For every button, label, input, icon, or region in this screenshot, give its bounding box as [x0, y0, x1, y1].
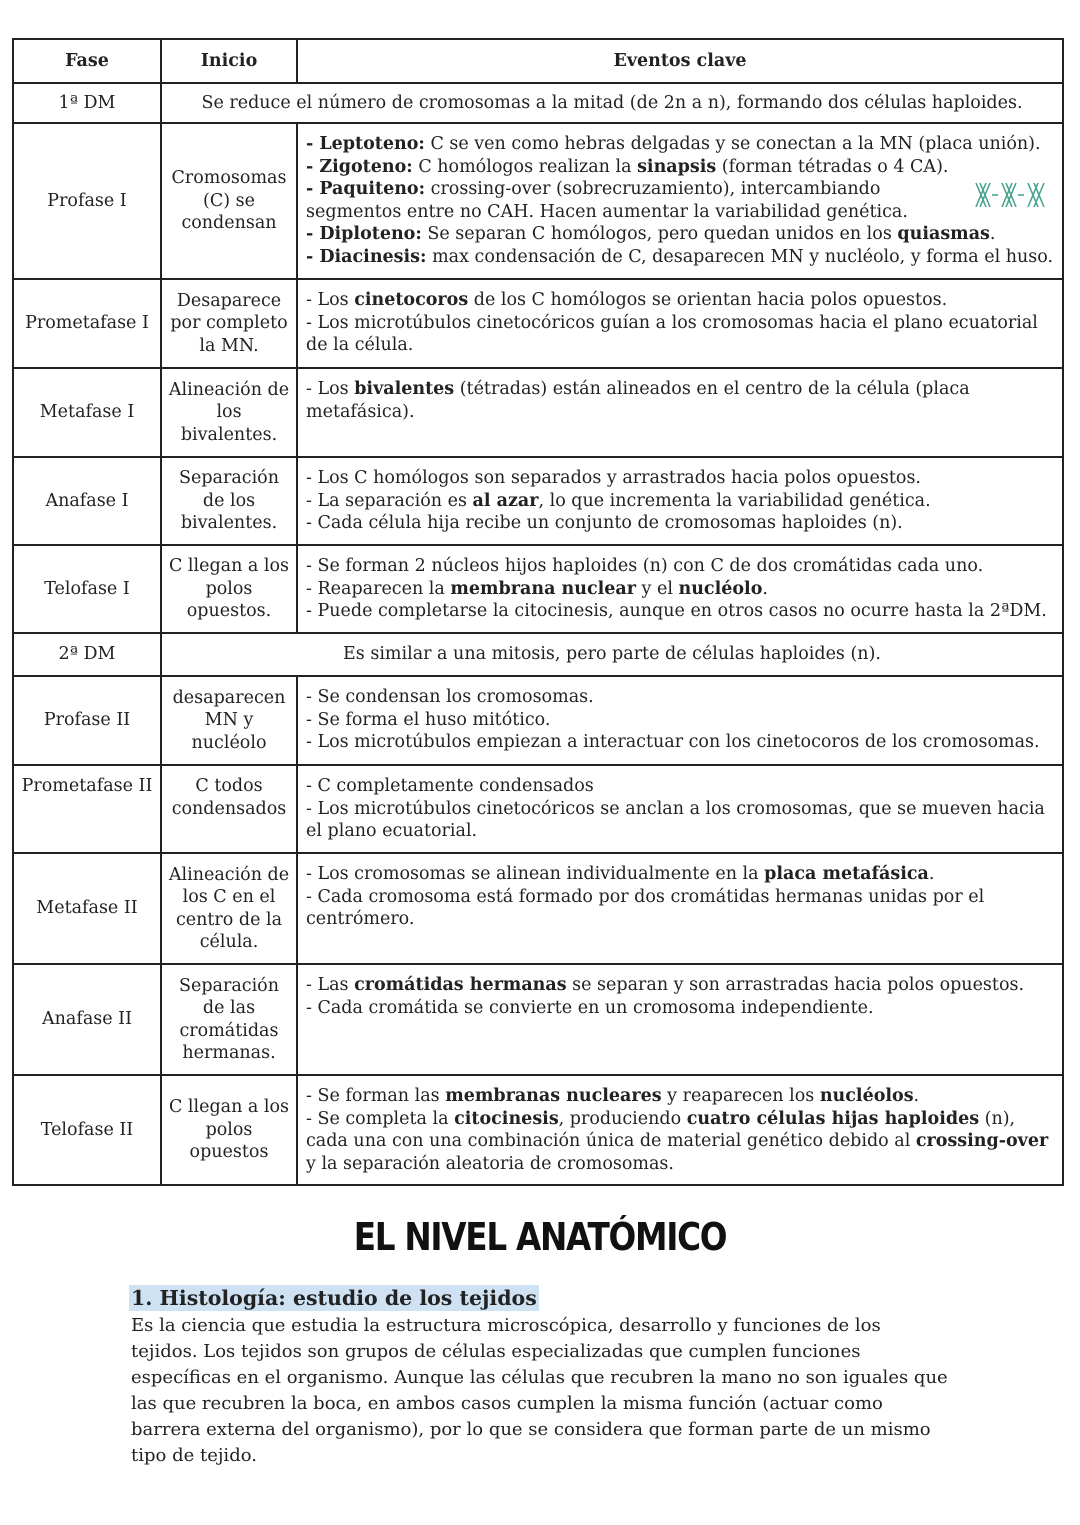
- table-row: [13, 545, 1063, 633]
- phase-start: C llegan a los polos opuestos: [161, 1075, 297, 1185]
- phase-start: desaparecen MN y nucléolo: [161, 676, 297, 765]
- phase-events: - Los bivalentes (tétradas) están alineados en el centro de la célula (placa metafásica).: [297, 368, 1063, 457]
- table-row: [13, 1075, 1063, 1185]
- header-inicio: Inicio: [161, 39, 297, 83]
- phase-start: Cromosomas (C) se condensan: [161, 123, 297, 279]
- table-row: [13, 676, 1063, 765]
- phase-start: Alineación de los C en el centro de la célula.: [161, 853, 297, 964]
- phase-name: Profase I: [13, 123, 161, 279]
- table-row: [13, 123, 1063, 279]
- phase-start: Separación de las cromátidas hermanas.: [161, 964, 297, 1075]
- dm1-description: Se reduce el número de cromosomas a la mitad (de 2n a n), formando dos células haploides.: [161, 83, 1063, 123]
- meiosis-table: [12, 38, 1064, 1186]
- phase-events: - Se forman 2 núcleos hijos haploides (n) con C de dos cromátidas cada uno. - Reaparecen la membrana nuclear y el nucléolo. - Puede completarse la citocinesis, aunque en otros casos no ocurre hasta la 2ªDM.: [297, 545, 1063, 633]
- table-row: [13, 765, 1063, 853]
- phase-name: Telofase II: [13, 1075, 161, 1185]
- histology-paragraph: Es la ciencia que estudia la estructura microscópica, desarrollo y funciones de los tejidos. Los tejidos son grupos de células especializadas que cumplen funciones específicas en el organismo. Aunque las células que recubren la mano no son iguales que las que recubren la boca, en ambos casos cumplen la misma función (actuar como barrera externa del organismo), por lo que se considera que forman parte de un mismo tipo de tejido.: [131, 1315, 948, 1466]
- phase-name: Anafase I: [13, 457, 161, 545]
- phase-events: - Los C homólogos son separados y arrastrados hacia polos opuestos. - La separación es al azar, lo que incrementa la variabilidad genética. - Cada célula hija recibe un conjunto de cromosomas haploides (n).: [297, 457, 1063, 545]
- dm2-row: [13, 633, 1063, 676]
- table-row: [13, 368, 1063, 457]
- dm2-description: Es similar a una mitosis, pero parte de células haploides (n).: [161, 633, 1063, 676]
- phase-name: Profase II: [13, 676, 161, 765]
- phase-events: - Los cromosomas se alinean individualmente en la placa metafásica. - Cada cromosoma está formado por dos cromátidas hermanas unidas por el centrómero.: [297, 853, 1063, 964]
- histology-section: [131, 1285, 951, 1469]
- phase-events: - Las cromátidas hermanas se separan y son arrastradas hacia polos opuestos. - Cada cromátida se convierte en un cromosoma independiente.: [297, 964, 1063, 1075]
- table-row: [13, 279, 1063, 368]
- phase-start: Separación de los bivalentes.: [161, 457, 297, 545]
- table-row: [13, 964, 1063, 1075]
- phase-name: Anafase II: [13, 964, 161, 1075]
- header-row: [13, 39, 1063, 83]
- phase-events: - Se forman las membranas nucleares y reaparecen los nucléolos. - Se completa la citocinesis, produciendo cuatro células hijas haploides (n), cada una con una combinación única de material genético debido al crossing-over y la separación aleatoria de cromosomas.: [297, 1075, 1063, 1185]
- phase-start: C llegan a los polos opuestos.: [161, 545, 297, 633]
- phase-start: Desaparece por completo la MN.: [161, 279, 297, 368]
- phase-name: Telofase I: [13, 545, 161, 633]
- phase-name: Metafase II: [13, 853, 161, 964]
- phase-events: - Los cinetocoros de los C homólogos se orientan hacia polos opuestos. - Los microtúbulos cinetocóricos guían a los cromosomas hacia el plano ecuatorial de la célula.: [297, 279, 1063, 368]
- header-eventos: Eventos clave: [297, 39, 1063, 83]
- table-row: [13, 853, 1063, 964]
- section-heading: EL NIVEL ANATÓMICO: [353, 1215, 727, 1259]
- dm2-label: 2ª DM: [13, 633, 161, 676]
- phase-events: - Leptoteno: C se ven como hebras delgadas y se conectan a la MN (placa unión). - Zigoteno: C homólogos realizan la sinapsis (forman tétradas o 4 CA). - Paquiteno: crossing-over (sobrecruzamiento), intercambiando segmentos entre no CAH. Hacen aumentar la variabilidad genética. - Diploteno: Se separan C homólogos, pero quedan unidos en los quiasmas. - Diacinesis: max condensación de C, desaparecen MN y nucléolo, y forma el huso.: [297, 123, 1063, 279]
- phase-start: Alineación de los bivalentes.: [161, 368, 297, 457]
- dm1-row: [13, 83, 1063, 123]
- phase-events: - C completamente condensados - Los microtúbulos cinetocóricos se anclan a los cromosomas, que se mueven hacia el plano ecuatorial.: [297, 765, 1063, 853]
- table-row: [13, 457, 1063, 545]
- header-fase: Fase: [13, 39, 161, 83]
- chromosome-illustration-icon: [974, 180, 1050, 210]
- dm1-label: 1ª DM: [13, 83, 161, 123]
- phase-name: Prometafase II: [13, 765, 161, 853]
- phase-name: Prometafase I: [13, 279, 161, 368]
- histology-title: 1. Histología: estudio de los tejidos: [131, 1286, 537, 1310]
- phase-start: C todos condensados: [161, 765, 297, 853]
- phase-name: Metafase I: [13, 368, 161, 457]
- phase-events: - Se condensan los cromosomas. - Se forma el huso mitótico. - Los microtúbulos empiezan a interactuar con los cinetocoros de los cromosomas.: [297, 676, 1063, 765]
